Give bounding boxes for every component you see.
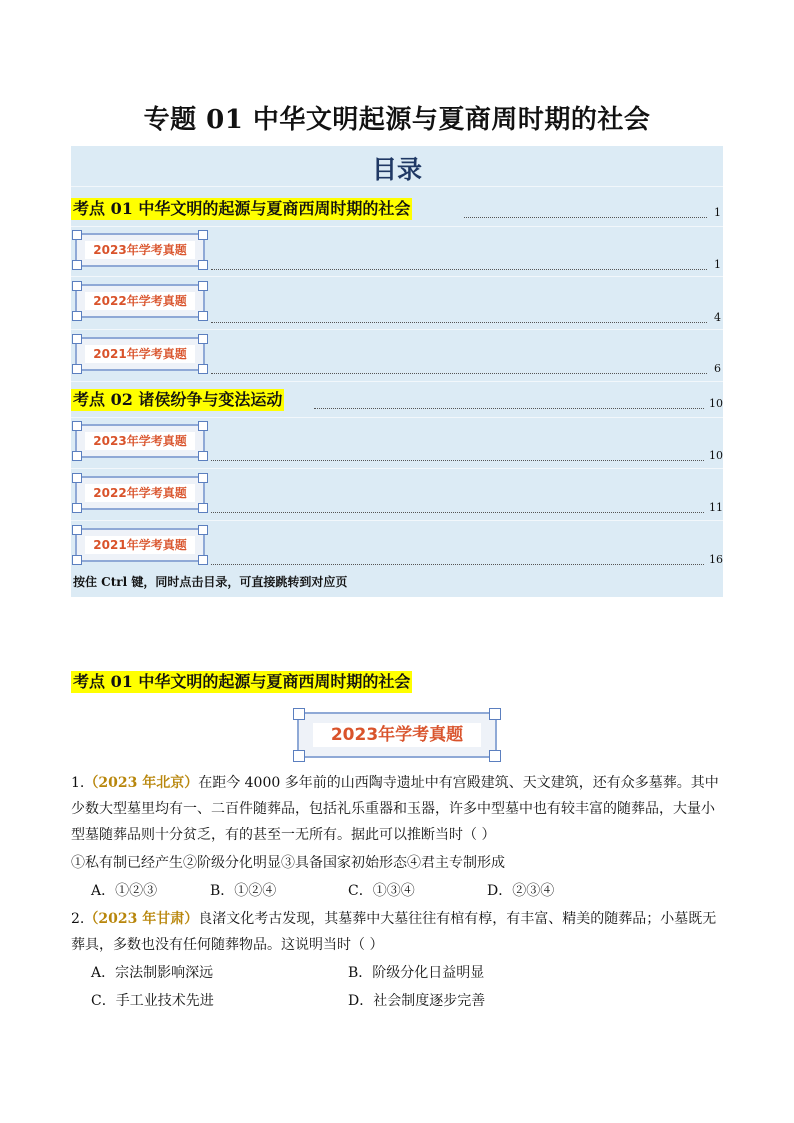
toc-badge-2023[interactable] <box>75 424 205 458</box>
toc-leader <box>211 564 704 565</box>
toc-badge-2022[interactable] <box>75 476 205 510</box>
badge-label: 2023年学考真题 <box>85 432 195 450</box>
toc-divider <box>71 381 723 382</box>
toc-badge-2021[interactable] <box>75 528 205 562</box>
toc-page-number[interactable]: 1 <box>714 258 721 271</box>
option-c: C．手工业技术先进 <box>91 993 214 1009</box>
question-source: （2023 年甘肃） <box>84 911 199 927</box>
toc-divider <box>71 468 723 469</box>
toc-badge-2022[interactable] <box>75 284 205 318</box>
question-2 <box>71 906 725 958</box>
toc-leader <box>211 269 707 270</box>
option-c: C．①③④ <box>348 883 415 899</box>
option-b: B．①②④ <box>210 883 277 899</box>
question-statement: ①私有制已经产生②阶级分化明显③具备国家初始形态④君主专制形成 <box>71 855 505 871</box>
table-of-contents <box>71 146 723 597</box>
badge-label: 2021年学考真题 <box>85 536 195 554</box>
badge-label: 2022年学考真题 <box>85 484 195 502</box>
toc-leader <box>211 373 707 374</box>
badge-label: 2023年学考真题 <box>313 723 481 747</box>
toc-page-number[interactable]: 1 <box>714 206 721 219</box>
toc-leader <box>464 217 707 218</box>
toc-divider <box>71 329 723 330</box>
badge-label: 2023年学考真题 <box>85 241 195 259</box>
question-text: 良渚文化考古发现，其墓葬中大墓往往有棺有椁，有丰富、精美的随葬品；小墓既无葬具，多数也没有任何随葬物品。这说明当时（ ） <box>71 911 717 953</box>
toc-page-number[interactable]: 10 <box>709 449 723 462</box>
toc-page-number[interactable]: 11 <box>709 501 723 514</box>
page-title: 专题 01 中华文明起源与夏商周时期的社会 <box>143 105 651 135</box>
toc-page-number[interactable]: 16 <box>709 553 723 566</box>
year-badge-2023 <box>297 712 497 758</box>
toc-badge-2023[interactable] <box>75 233 205 267</box>
question-1 <box>71 770 725 848</box>
option-d: D．社会制度逐步完善 <box>348 993 486 1009</box>
toc-leader <box>211 512 704 513</box>
toc-divider <box>71 520 723 521</box>
toc-page-number[interactable]: 4 <box>714 311 721 324</box>
option-d: D．②③④ <box>487 883 555 899</box>
toc-section-1[interactable]: 考点 01 中华文明的起源与夏商西周时期的社会 <box>73 199 411 218</box>
toc-note: 按住 Ctrl 键，同时点击目录，可直接跳转到对应页 <box>73 575 348 589</box>
toc-leader <box>314 408 704 409</box>
option-a: A．①②③ <box>91 883 158 899</box>
toc-section-2[interactable]: 考点 02 诸侯纷争与变法运动 <box>73 390 283 409</box>
toc-divider <box>71 276 723 277</box>
question-number: 2. <box>71 911 85 927</box>
question-source: （2023 年北京） <box>84 775 199 791</box>
section-heading: 考点 01 中华文明的起源与夏商西周时期的社会 <box>73 672 411 691</box>
badge-label: 2021年学考真题 <box>85 345 195 363</box>
toc-badge-2021[interactable] <box>75 337 205 371</box>
toc-page-number[interactable]: 6 <box>714 362 721 375</box>
toc-heading: 目录 <box>371 155 422 184</box>
toc-page-number[interactable]: 10 <box>709 397 723 410</box>
toc-leader <box>211 322 707 323</box>
toc-divider <box>71 226 723 227</box>
badge-label: 2022年学考真题 <box>85 292 195 310</box>
option-a: A．宗法制影响深远 <box>91 965 214 981</box>
toc-divider <box>71 186 723 187</box>
option-b: B．阶级分化日益明显 <box>348 965 485 981</box>
question-number: 1. <box>71 775 85 791</box>
toc-divider <box>71 417 723 418</box>
toc-leader <box>211 460 704 461</box>
question-text: 在距今 4000 多年前的山西陶寺遗址中有宫殿建筑、天文建筑，还有众多墓葬。其中少数大型墓里均有一、二百件随葬品，包括礼乐重器和玉器，许多中型墓中也有较丰富的随葬品，大量小型墓随葬品则十分贫乏，有的甚至一无所有。据此可以推断当时（ ） <box>71 775 719 843</box>
